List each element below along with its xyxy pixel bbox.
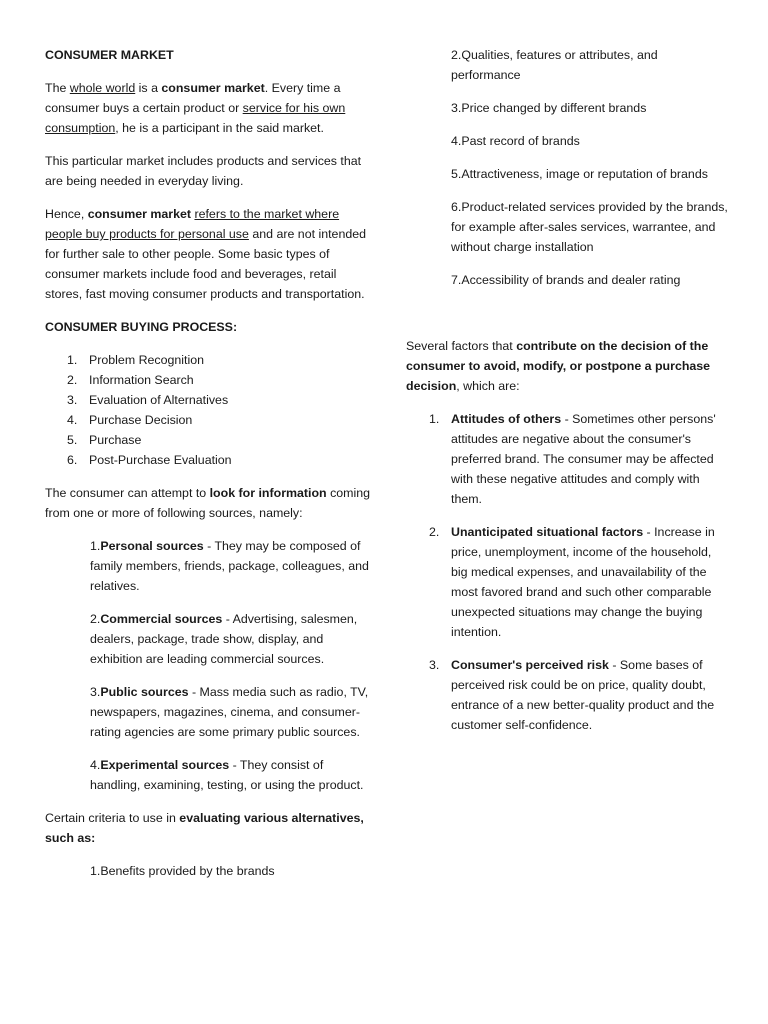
- criteria-item: 5.Attractiveness, image or reputation of brands: [451, 167, 708, 181]
- source-name: Experimental sources: [100, 758, 230, 772]
- factor-name: Consumer's perceived risk: [451, 658, 609, 672]
- source-description: - Advertising, salesmen, dealers, package, trade show, display, and exhibition are leading commercial sources.: [90, 612, 358, 666]
- factor-description: - Some bases of perceived risk could be on price, quality doubt, entrance of a new better-quality product and the customer self-confidence.: [451, 658, 715, 732]
- criteria-list-start: [90, 861, 370, 881]
- source-name: Personal sources: [100, 539, 204, 553]
- spacer: [406, 303, 728, 336]
- bold-text: consumer market: [87, 207, 192, 221]
- factor-name: Unanticipated situational factors: [451, 525, 644, 539]
- list-number: 4.: [67, 413, 78, 427]
- factor-item: [406, 409, 728, 509]
- factor-description: - Increase in price, unemployment, income of the household, big medical expenses, and unavailability of the most favored brand and such other comparable unexpected situations may change the buying intention.: [451, 525, 715, 639]
- bold-text: consumer market: [161, 81, 265, 95]
- left-column: [45, 45, 370, 894]
- purchase-factors-list: [406, 409, 728, 735]
- factors-intro-paragraph: [406, 336, 728, 396]
- information-search-paragraph: [45, 483, 370, 523]
- list-item: [45, 370, 370, 390]
- criteria-intro-paragraph: [45, 808, 370, 848]
- source-item: [90, 609, 370, 669]
- underlined-text: whole world: [69, 81, 136, 95]
- text: Hence,: [45, 207, 88, 221]
- list-text: Purchase: [89, 433, 142, 447]
- source-description: - They consist of handling, examining, testing, or using the product.: [90, 758, 364, 792]
- section-title-consumer-market: CONSUMER MARKET: [45, 48, 174, 62]
- list-text: Purchase Decision: [89, 413, 193, 427]
- criteria-item: 7.Accessibility of brands and dealer rating: [451, 273, 681, 287]
- list-number: 6.: [67, 453, 78, 467]
- list-text: Evaluation of Alternatives: [89, 393, 229, 407]
- factor-text: [451, 655, 728, 735]
- text: , he is a participant in the said market.: [115, 121, 324, 135]
- list-text: Post-Purchase Evaluation: [89, 453, 232, 467]
- right-column: [406, 45, 728, 748]
- list-number: 5.: [67, 433, 78, 447]
- source-item: [90, 536, 370, 596]
- source-name: Public sources: [100, 685, 189, 699]
- underlined-text: refers to the market where people buy products for personal use: [45, 207, 340, 241]
- list-number: 3.: [67, 393, 78, 407]
- source-item: [90, 682, 370, 742]
- criteria-list-continued: [451, 45, 728, 290]
- buying-process-list: [45, 350, 370, 470]
- source-description: - Mass media such as radio, TV, newspapers, magazines, cinema, and consumer-rating agencies are some primary public sources.: [90, 685, 369, 739]
- text: Several factors that: [406, 339, 517, 353]
- list-text: Problem Recognition: [89, 353, 205, 367]
- factor-name: Attitudes of others: [451, 412, 562, 426]
- market-description-paragraph: This particular market includes products and services that are being needed in everyday living.: [45, 154, 362, 188]
- criteria-item: 4.Past record of brands: [451, 134, 580, 148]
- source-name: Commercial sources: [100, 612, 223, 626]
- text: . Every time a consumer buys a certain product or: [45, 81, 341, 115]
- item-number: 3.: [90, 685, 101, 699]
- intro-paragraph: [45, 78, 370, 138]
- section-title-buying-process: CONSUMER BUYING PROCESS:: [45, 320, 238, 334]
- item-number: 3.: [429, 658, 440, 672]
- factor-text: [451, 522, 728, 642]
- list-item: [45, 350, 370, 370]
- definition-paragraph: [45, 204, 370, 304]
- text: is a: [135, 81, 162, 95]
- list-item: [45, 450, 370, 470]
- list-number: 1.: [67, 353, 78, 367]
- list-item: [45, 410, 370, 430]
- criteria-item: 6.Product-related services provided by the brands, for example after-sales services, warrantee, and without charge installation: [451, 200, 728, 254]
- item-number: 4.: [90, 758, 101, 772]
- factor-text: [451, 409, 728, 509]
- item-number: 2.: [90, 612, 101, 626]
- text: and are not intended for further sale to other people. Some basic types of consumer markets include food and beverages, retail stores, fast moving consumer products and transportation.: [45, 227, 367, 301]
- criteria-item: 1.Benefits provided by the brands: [90, 864, 275, 878]
- text: The: [45, 81, 70, 95]
- source-item: [90, 755, 370, 795]
- list-number: 2.: [67, 373, 78, 387]
- source-description: - They may be composed of family members, friends, package, colleagues, and relatives.: [90, 539, 369, 593]
- text: The consumer can attempt to: [45, 486, 210, 500]
- factor-item: [406, 655, 728, 735]
- criteria-item: 3.Price changed by different brands: [451, 101, 647, 115]
- criteria-item: 2.Qualities, features or attributes, and performance: [451, 48, 658, 82]
- list-item: [45, 390, 370, 410]
- bold-text: evaluating various alternatives, such as:: [45, 811, 364, 845]
- text: coming from one or more of following sources, namely:: [45, 486, 371, 520]
- text: , which are:: [456, 379, 520, 393]
- bold-text: contribute on the decision of the consumer to avoid, modify, or postpone a purchase decision: [406, 339, 711, 393]
- text: Certain criteria to use in: [45, 811, 180, 825]
- item-number: 1.: [90, 539, 101, 553]
- list-text: Information Search: [89, 373, 194, 387]
- bold-text: look for information: [209, 486, 327, 500]
- item-number: 2.: [429, 525, 440, 539]
- item-number: 1.: [429, 412, 440, 426]
- factor-item: [406, 522, 728, 642]
- information-sources-list: [90, 536, 370, 795]
- underlined-text: service for his own consumption: [45, 101, 346, 135]
- factor-description: - Sometimes other persons' attitudes are negative about the consumer's preferred brand. The consumer may be affected with these negative attitudes and comply with them.: [451, 412, 716, 506]
- list-item: [45, 430, 370, 450]
